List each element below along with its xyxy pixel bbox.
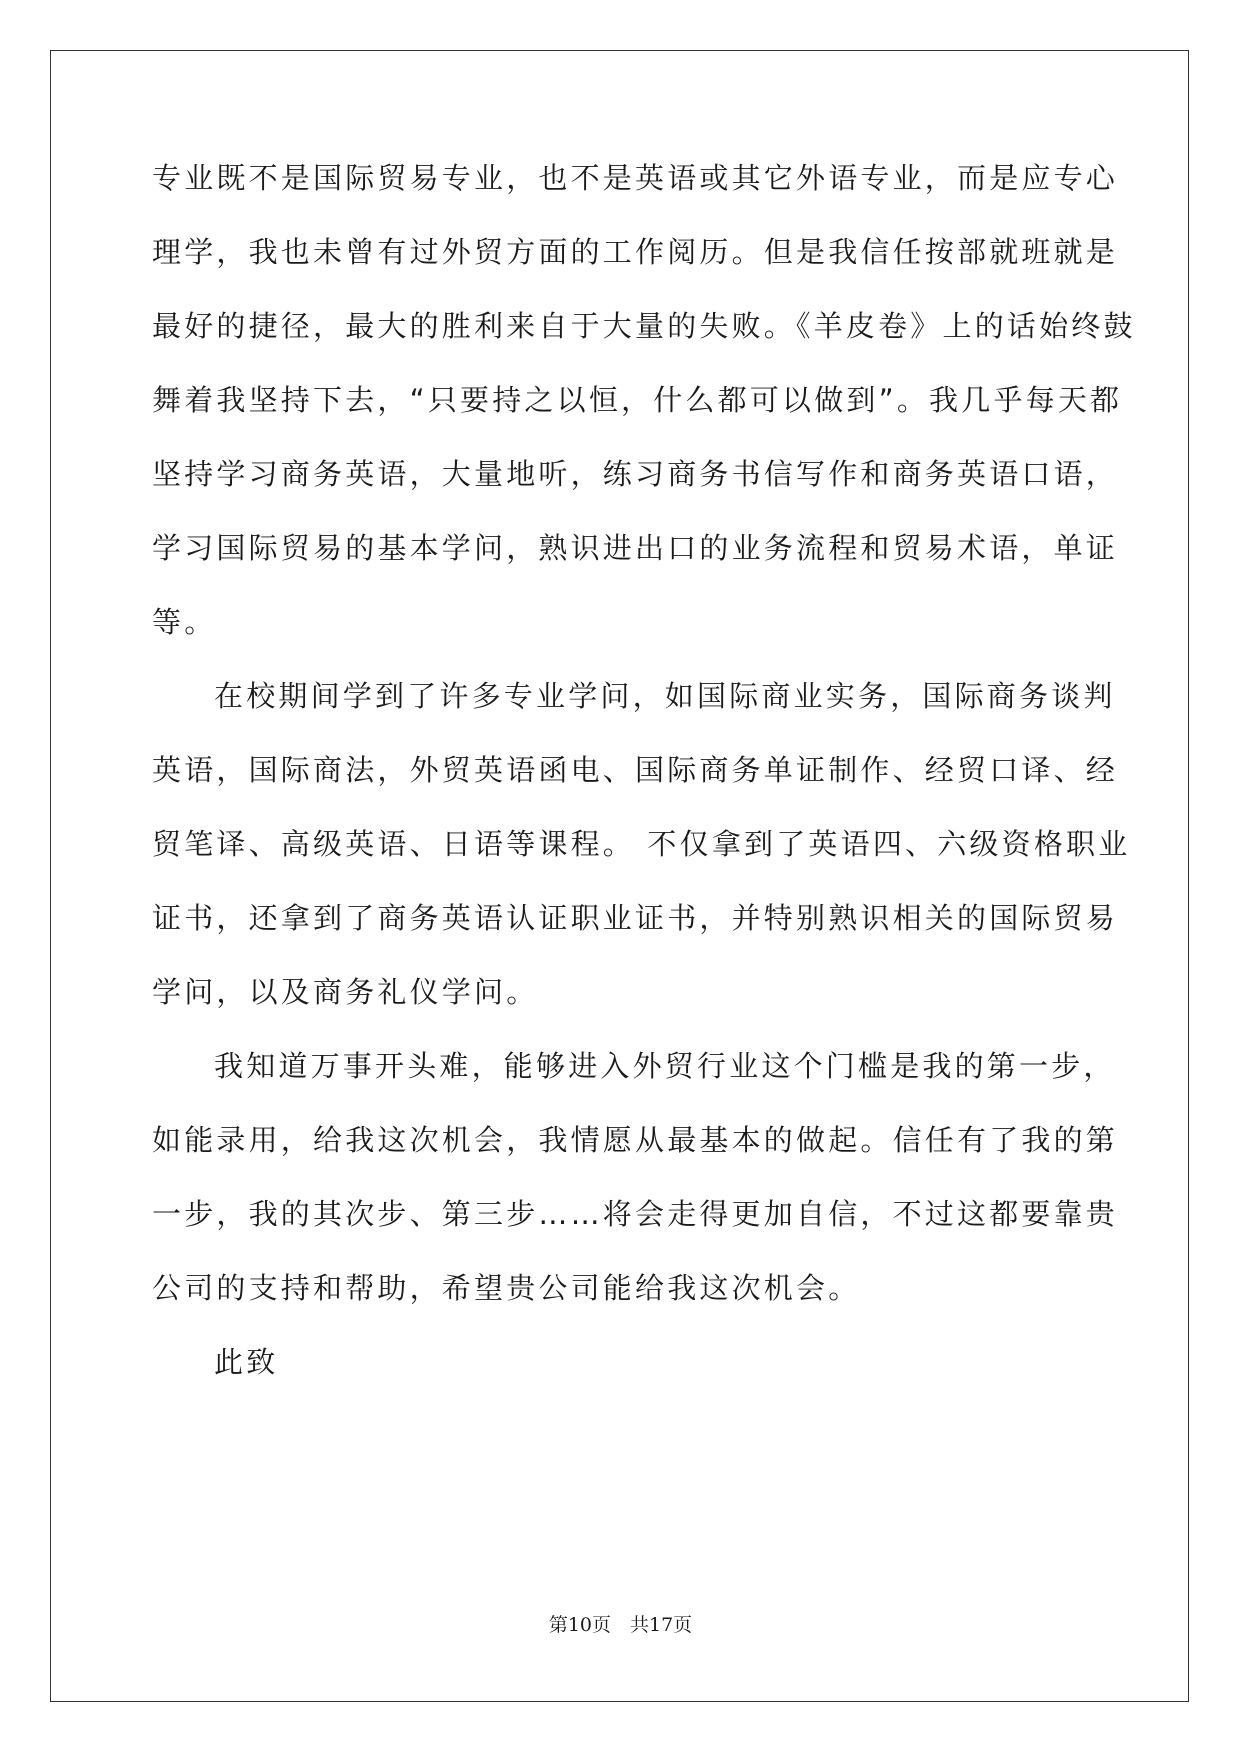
paragraph-line: 学习国际贸易的基本学问，熟识进出口的业务流程和贸易术语，单证 xyxy=(152,531,1119,565)
paragraph-line: 英语，国际商法，外贸英语函电、国际商务单证制作、经贸口译、经 xyxy=(152,753,1119,787)
paragraph-line: 在校期间学到了许多专业学问，如国际商业实务，国际商务谈判 xyxy=(214,679,1116,713)
page-border xyxy=(50,50,1189,1702)
page-number-footer: 第10页 共17页 xyxy=(548,1614,693,1636)
paragraph-line: 理学，我也未曾有过外贸方面的工作阅历。但是我信任按部就班就是 xyxy=(152,235,1119,269)
closing-line: 此致 xyxy=(214,1345,279,1379)
paragraph-line: 坚持学习商务英语，大量地听，练习商务书信写作和商务英语口语， xyxy=(152,457,1119,491)
paragraph-line: 贸笔译、高级英语、日语等课程。 不仅拿到了英语四、六级资格职业 xyxy=(152,827,1131,861)
paragraph-line: 学问，以及商务礼仪学问。 xyxy=(152,975,539,1009)
paragraph-line: 等。 xyxy=(152,605,217,639)
paragraph-line: 一步，我的其次步、第三步……将会走得更加自信，不过这都要靠贵 xyxy=(152,1197,1119,1231)
paragraph-line: 如能录用，给我这次机会，我情愿从最基本的做起。信任有了我的第 xyxy=(152,1123,1119,1157)
paragraph-line: 舞着我坚持下去，“只要持之以恒，什么都可以做到”。我几乎每天都 xyxy=(152,383,1123,417)
paragraph-line: 最好的捷径，最大的胜利来自于大量的失败。《羊皮卷》上的话始终鼓 xyxy=(152,309,1136,343)
paragraph-line: 我知道万事开头难，能够进入外贸行业这个门槛是我的第一步， xyxy=(214,1049,1116,1083)
paragraph-line: 证书，还拿到了商务英语认证职业证书，并特别熟识相关的国际贸易 xyxy=(152,901,1119,935)
paragraph-line: 公司的支持和帮助，希望贵公司能给我这次机会。 xyxy=(152,1271,861,1305)
paragraph-line: 专业既不是国际贸易专业，也不是英语或其它外语专业，而是应专心 xyxy=(152,161,1119,195)
